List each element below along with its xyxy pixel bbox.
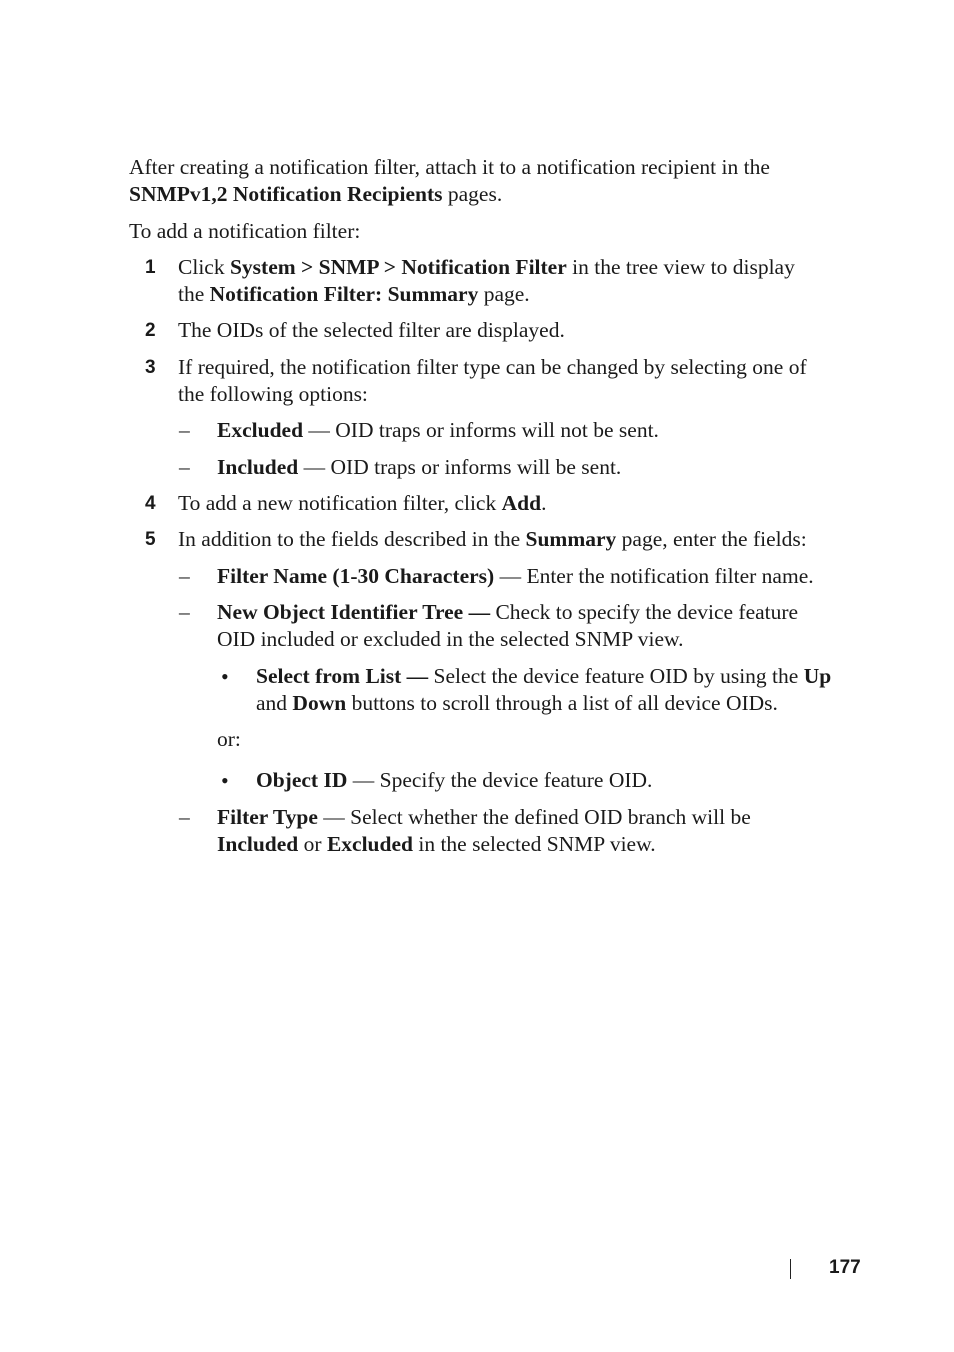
intro-line-2 [129, 181, 502, 208]
option-label: Excluded [217, 418, 304, 442]
footer-divider [790, 1259, 791, 1279]
option-object-id [256, 767, 652, 794]
option-desc: — OID traps or informs will not be sent. [303, 418, 659, 442]
field-label: Filter Type [217, 805, 318, 829]
step-3-line-1: If required, the notification filter type can be changed by selecting one of [178, 355, 807, 379]
step-2-text: The OIDs of the selected filter are displayed. [178, 318, 565, 342]
option-label: Included [217, 832, 299, 856]
step-1-line-1 [178, 254, 795, 281]
up-button-ref: Up [803, 664, 832, 688]
down-button-ref: Down [292, 691, 347, 715]
option-desc: Select the device feature OID by using the [428, 664, 804, 688]
field-desc: Check to specify the device feature [490, 600, 799, 624]
step-text: page, enter the fields: [616, 527, 807, 551]
step-4-text [178, 490, 546, 517]
option-desc: — OID traps or informs will be sent. [298, 455, 622, 479]
field-desc: or [298, 832, 327, 856]
option-desc: buttons to scroll through a list of all device OIDs. [346, 691, 778, 715]
summary-page-ref: Summary [525, 527, 617, 551]
field-desc: — Select whether the defined OID branch will be [317, 805, 751, 829]
step-number: 4 [145, 493, 156, 514]
dash-marker: – [179, 418, 190, 442]
menu-path: System > SNMP > Notification Filter [229, 255, 567, 279]
step-text: To add a new notification filter, click [178, 491, 502, 515]
bullet-marker: • [221, 768, 229, 793]
option-label: Included [217, 455, 299, 479]
field-desc: — Enter the notification filter name. [494, 564, 814, 588]
step-text: Click [178, 255, 230, 279]
field-filter-type [217, 804, 751, 831]
step-text: page. [478, 282, 530, 306]
field-new-oid-tree-line-2: OID included or excluded in the selected SNMP view. [217, 627, 684, 651]
field-desc: in the selected SNMP view. [412, 832, 656, 856]
dash-marker: – [179, 600, 190, 624]
option-select-from-list-line-2 [256, 690, 778, 717]
dash-marker: – [179, 805, 190, 829]
option-desc: — Specify the device feature OID. [347, 768, 653, 792]
or-text: or: [217, 727, 241, 751]
option-label: Object ID [256, 768, 348, 792]
step-number: 2 [145, 320, 156, 341]
option-label: Excluded [326, 832, 413, 856]
intro-text-end: pages. [442, 182, 503, 206]
option-select-from-list [256, 663, 831, 690]
page-ref: Notification Filter: Summary [209, 282, 479, 306]
step-number: 5 [145, 529, 156, 550]
field-new-oid-tree [217, 599, 798, 626]
to-add-heading: To add a notification filter: [129, 219, 361, 243]
field-filter-type-line-2 [217, 831, 656, 858]
step-text: . [541, 491, 547, 515]
option-label: Select from List — [256, 664, 429, 688]
page-number: 177 [829, 1257, 861, 1278]
add-button-ref: Add [501, 491, 542, 515]
step-3-line-2: the following options: [178, 382, 368, 406]
intro-line-1 [129, 154, 770, 181]
step-text: In addition to the fields described in the [178, 527, 526, 551]
bullet-marker: • [221, 664, 229, 689]
option-desc: and [256, 691, 293, 715]
step-text: in the tree view to display [566, 255, 795, 279]
dash-marker: – [179, 564, 190, 588]
field-filter-name [217, 563, 814, 590]
step-number: 1 [145, 257, 156, 278]
option-included [217, 454, 621, 481]
step-text: the [178, 282, 210, 306]
field-label: New Object Identifier Tree — [217, 600, 491, 624]
step-1-line-2 [178, 281, 530, 308]
step-number: 3 [145, 357, 156, 378]
recipients-page-ref: SNMPv1,2 Notification Recipients [129, 182, 443, 206]
step-5-text [178, 526, 807, 553]
dash-marker: – [179, 455, 190, 479]
field-label: Filter Name (1-30 Characters) [217, 564, 495, 588]
option-excluded [217, 417, 659, 444]
intro-text: After creating a notification filter, attach it to a notification recipient in the [129, 155, 770, 179]
